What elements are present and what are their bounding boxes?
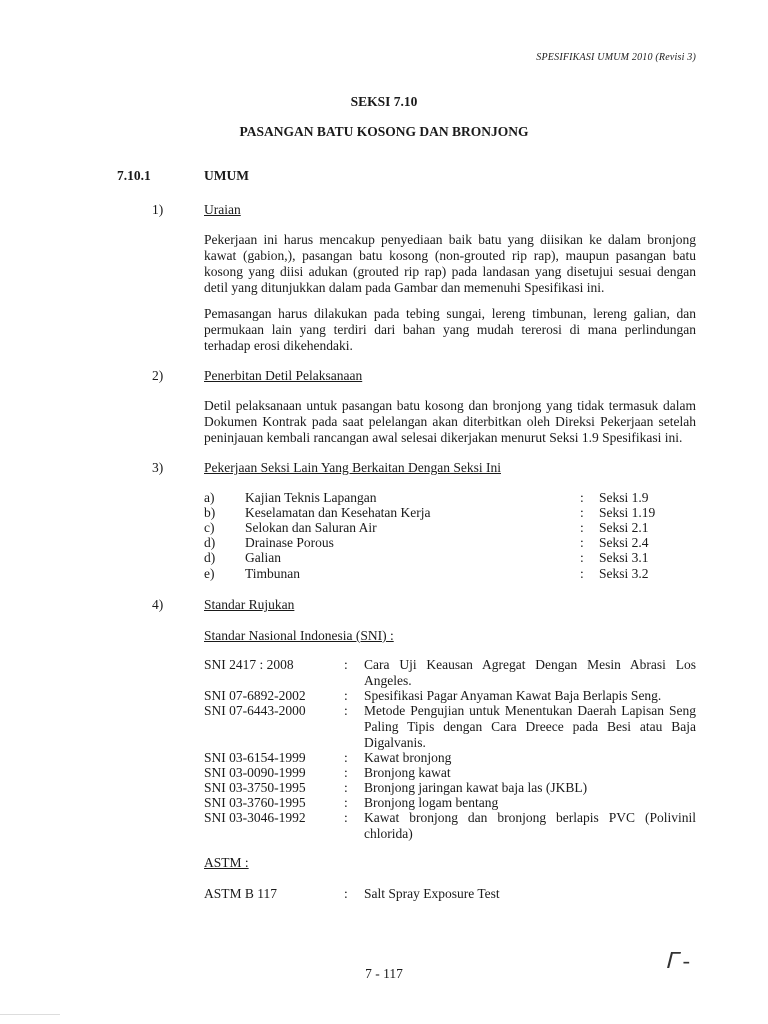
sni-code: SNI 03-3760-1995 <box>204 795 306 810</box>
sni-code: SNI 03-3750-1995 <box>204 780 306 795</box>
astm-colon: : <box>344 886 348 901</box>
related-work-ref: Seksi 1.9 <box>599 490 649 505</box>
astm-desc: Salt Spray Exposure Test <box>364 886 500 901</box>
subsection-title: UMUM <box>204 168 249 183</box>
related-work-name: Galian <box>245 550 281 565</box>
related-work-colon: : <box>580 566 584 581</box>
related-work-name: Timbunan <box>245 566 301 581</box>
related-work-letter: c) <box>204 520 215 535</box>
related-work-ref: Seksi 2.1 <box>599 520 649 535</box>
item-heading-uraian: Uraian <box>204 202 241 217</box>
related-work-colon: : <box>580 520 584 535</box>
sni-colon: : <box>344 750 348 765</box>
sni-colon: : <box>344 795 348 810</box>
related-work-row <box>0 550 768 566</box>
paragraph-penerbitan: Detil pelaksanaan untuk pasangan batu kosong dan bronjong yang tidak termasuk dalam Dokumen Kontrak pada saat pelelangan akan diterbitkan oleh Direksi Pekerjaan setelah peninjauan kembali rancangan awal selesai dikerjakan menurut Seksi 1.9 Spesifikasi ini. <box>204 398 696 445</box>
related-work-name: Drainase Porous <box>245 535 334 550</box>
related-work-colon: : <box>580 490 584 505</box>
related-work-name: Kajian Teknis Lapangan <box>245 490 377 505</box>
related-work-row <box>0 520 768 536</box>
running-header: SPESIFIKASI UMUM 2010 (Revisi 3) <box>536 52 696 63</box>
sni-code: SNI 07-6892-2002 <box>204 688 306 703</box>
sni-desc: Cara Uji Keausan Agregat Dengan Mesin Abrasi Los Angeles. <box>364 657 696 688</box>
sni-desc: Metode Pengujian untuk Menentukan Daerah Lapisan Seng Paling Tipis dengan Cara Dreece pada Besi atau Baja Digalvanis. <box>364 703 696 750</box>
paragraph-uraian-2: Pemasangan harus dilakukan pada tebing sungai, lereng timbunan, lereng galian, dan permukaan lain yang terdiri dari bahan yang mudah tererosi di mana perlindungan terhadap erosi dikehendaki. <box>204 306 696 353</box>
related-work-colon: : <box>580 550 584 565</box>
related-work-row <box>0 490 768 506</box>
related-work-row <box>0 535 768 551</box>
item-heading-related-works: Pekerjaan Seksi Lain Yang Berkaitan Dengan Seksi Ini <box>204 460 501 475</box>
sni-colon: : <box>344 657 348 672</box>
sni-desc: Kawat bronjong <box>364 750 452 765</box>
related-work-ref: Seksi 1.19 <box>599 505 656 520</box>
astm-code: ASTM B 117 <box>204 886 278 901</box>
item-number: 1) <box>152 202 164 217</box>
related-work-ref: Seksi 2.4 <box>599 535 649 550</box>
item-number: 3) <box>152 460 164 475</box>
sni-colon: : <box>344 703 348 718</box>
related-work-row <box>0 505 768 521</box>
sni-colon: : <box>344 780 348 795</box>
sni-colon: : <box>344 688 348 703</box>
item-heading-standar: Standar Rujukan <box>204 597 295 612</box>
related-work-colon: : <box>580 505 584 520</box>
related-work-letter: b) <box>204 505 216 520</box>
sni-code: SNI 03-6154-1999 <box>204 750 306 765</box>
item-number: 2) <box>152 368 164 383</box>
sni-desc: Kawat bronjong dan bronjong berlapis PVC (Polivinil chlorida) <box>364 810 696 841</box>
astm-heading: ASTM : <box>204 855 249 870</box>
related-work-letter: e) <box>204 566 215 581</box>
sni-code: SNI 2417 : 2008 <box>204 657 294 672</box>
sni-desc: Bronjong kawat <box>364 765 451 780</box>
related-work-letter: d) <box>204 550 216 565</box>
sni-colon: : <box>344 765 348 780</box>
sni-desc: Bronjong jaringan kawat baja las (JKBL) <box>364 780 588 795</box>
related-work-letter: a) <box>204 490 215 505</box>
item-heading-penerbitan: Penerbitan Detil Pelaksanaan <box>204 368 363 383</box>
related-work-ref: Seksi 3.1 <box>599 550 649 565</box>
sni-heading: Standar Nasional Indonesia (SNI) : <box>204 628 394 643</box>
sni-colon: : <box>344 810 348 825</box>
section-label: SEKSI 7.10 <box>350 94 418 109</box>
sni-code: SNI 03-0090-1999 <box>204 765 306 780</box>
item-number: 4) <box>152 597 164 612</box>
related-work-name: Keselamatan dan Kesehatan Kerja <box>245 505 431 520</box>
sni-code: SNI 03-3046-1992 <box>204 810 306 825</box>
related-work-ref: Seksi 3.2 <box>599 566 649 581</box>
related-work-row <box>0 566 768 582</box>
related-work-letter: d) <box>204 535 216 550</box>
section-title: PASANGAN BATU KOSONG DAN BRONJONG <box>239 124 529 139</box>
related-work-name: Selokan dan Saluran Air <box>245 520 377 535</box>
subsection-number: 7.10.1 <box>117 168 151 183</box>
sni-code: SNI 07-6443-2000 <box>204 703 306 718</box>
related-work-colon: : <box>580 535 584 550</box>
sni-desc: Bronjong logam bentang <box>364 795 499 810</box>
scan-edge-divider <box>0 1014 60 1015</box>
sni-desc: Spesifikasi Pagar Anyaman Kawat Baja Berlapis Seng. <box>364 688 662 703</box>
paragraph-uraian-1: Pekerjaan ini harus mencakup penyediaan baik batu yang diisikan ke dalam bronjong kawat (gabion,), pasangan batu kosong (non-grouted rip rap), maupun pasangan batu kosong yang diisi adukan (grouted rip rap) pada landasan yang disetujui sesuai dengan detil yang ditunjukkan dalam pada Gambar dan memenuhi Spesifikasi ini. <box>204 232 696 295</box>
page-number: 7 - 117 <box>365 966 403 981</box>
handwritten-initials: ᒥ - <box>664 948 690 973</box>
